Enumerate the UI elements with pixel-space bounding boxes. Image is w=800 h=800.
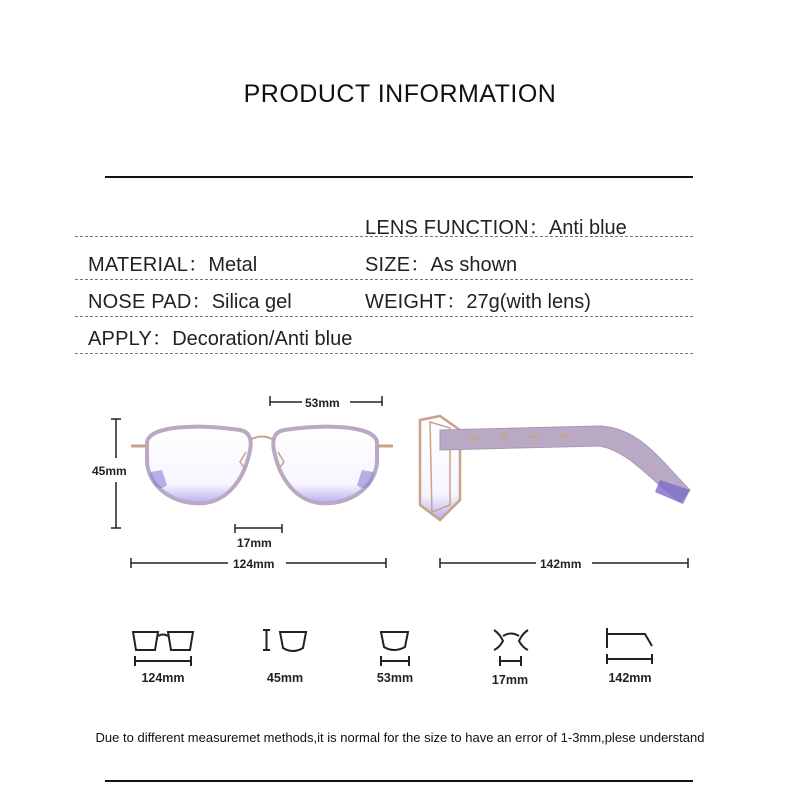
icon-label-bridge: 17mm	[491, 673, 529, 687]
spec-size-value: As shown	[430, 254, 518, 276]
icon-label-frame-width: 124mm	[141, 671, 185, 685]
spec-nose-pad-label: NOSE PAD：	[88, 291, 212, 313]
icon-label-lens-width: 53mm	[376, 671, 414, 685]
frame-width-icon	[133, 632, 193, 666]
spec-lens-function-label: LENS FUNCTION：	[365, 217, 549, 239]
bottom-divider	[105, 780, 693, 782]
spec-lens-function-value: Anti blue	[548, 217, 627, 239]
lens-height-icon	[263, 630, 306, 651]
bridge	[250, 437, 274, 441]
spec-weight-value: 27g(with lens)	[466, 291, 591, 313]
icon-label-lens-height: 45mm	[266, 671, 304, 685]
temple-length-icon	[607, 628, 652, 664]
spec-apply-label: APPLY：	[88, 328, 173, 350]
spec-nose-pad-value: Silica gel	[211, 291, 292, 313]
side-view-glasses	[420, 416, 690, 520]
page-title: PRODUCT INFORMATION	[243, 80, 557, 108]
left-lens	[147, 427, 251, 504]
frame-width-label: 124mm	[233, 557, 275, 571]
right-lens	[273, 427, 377, 504]
spec-material-label: MATERIAL：	[88, 254, 209, 276]
lens-height-label: 45mm	[92, 464, 127, 478]
spec-material-value: Metal	[208, 254, 258, 276]
front-view-glasses	[131, 427, 393, 504]
icon-label-temple-length: 142mm	[608, 671, 652, 685]
spec-weight-label: WEIGHT：	[365, 291, 467, 313]
lens-width-icon	[381, 632, 409, 666]
bridge-label: 17mm	[237, 536, 272, 550]
disclaimer-note: Due to different measuremet methods,it is normal for the size to have an error of 1-3mm,plese understand	[95, 730, 705, 745]
spec-apply-value: Decoration/Anti blue	[172, 328, 353, 350]
bridge-icon	[494, 630, 528, 666]
lens-width-label: 53mm	[305, 396, 340, 410]
spec-size-label: SIZE：	[365, 254, 431, 276]
temple-length-label: 142mm	[540, 557, 582, 571]
